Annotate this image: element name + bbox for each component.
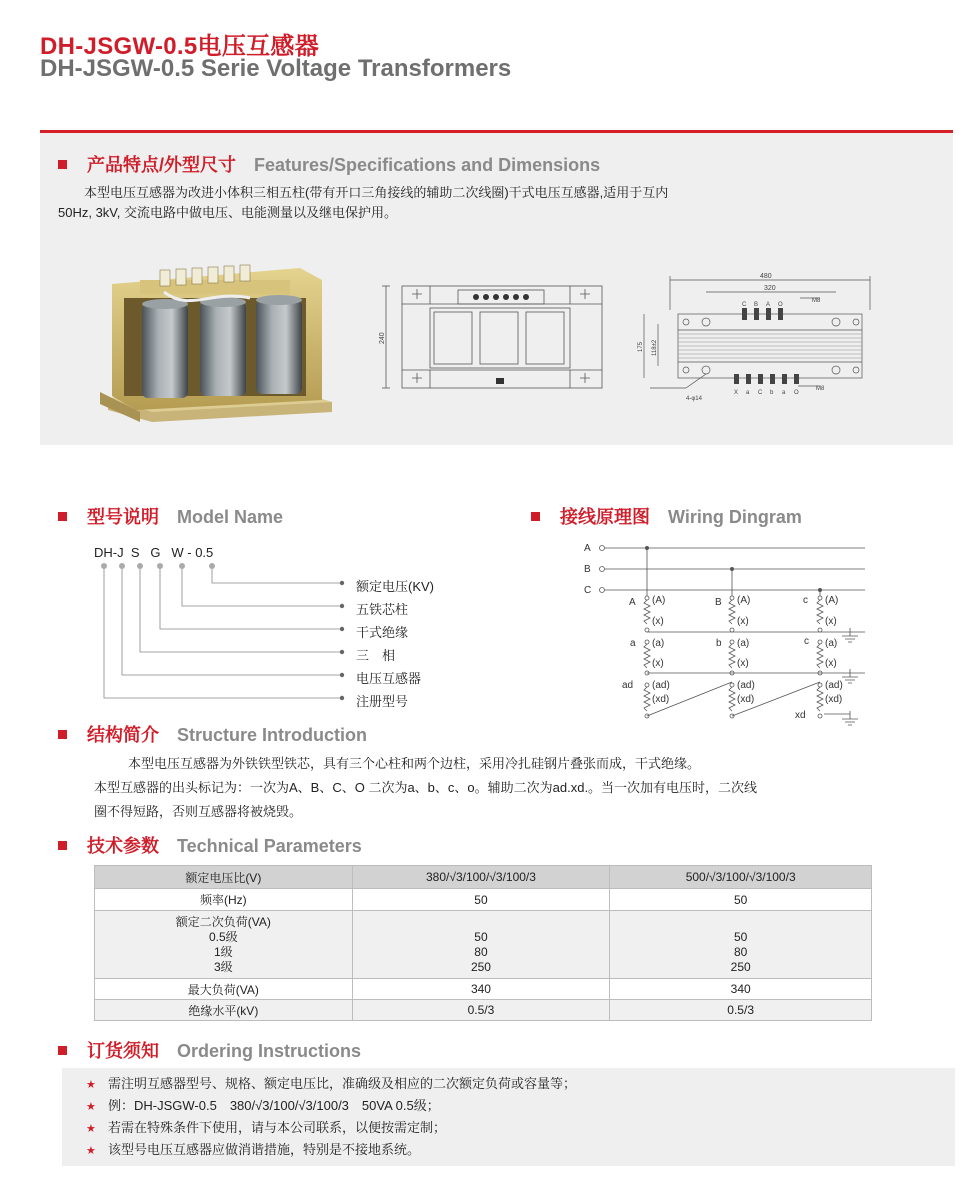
- structure-text: [94, 752, 894, 824]
- wiring-heading: 接线原理图 Wiring Dingram: [531, 503, 802, 529]
- wiring-label: ad: [622, 680, 634, 691]
- model-code-part: 0.5: [195, 545, 214, 560]
- bus-label: B: [584, 564, 591, 575]
- model-code-part: G: [150, 545, 161, 560]
- star-icon: ★: [86, 1123, 96, 1135]
- list-item: [86, 1117, 576, 1139]
- table-header-cell: 380/√3/100/√3/100/3: [352, 866, 610, 889]
- wiring-label: (xd): [825, 694, 843, 705]
- dim-480: 480: [760, 273, 772, 280]
- wiring-label: (xd): [652, 694, 670, 705]
- dim-118: 118±2: [652, 339, 658, 356]
- wiring-label: (ad): [825, 680, 843, 691]
- bullet-square-icon: [58, 160, 67, 169]
- bullet-square-icon: [531, 512, 540, 521]
- dim-175: 175: [638, 341, 644, 352]
- table-cell: 0.5/3: [352, 1000, 610, 1021]
- wiring-label: (x): [737, 658, 749, 669]
- wiring-label: (x): [825, 658, 837, 669]
- wiring-label: c: [803, 595, 808, 606]
- terminal-top-label: B: [754, 302, 759, 308]
- page-subtitle: DH-JSGW-0.5 Serie Voltage Transformers: [40, 55, 512, 82]
- bus-label: C: [584, 585, 592, 596]
- table-row: [95, 979, 872, 1000]
- table-cell: 50: [352, 889, 610, 911]
- terminal-bottom-label: X: [734, 390, 739, 396]
- list-item: [86, 1139, 576, 1161]
- wiring-label: (x): [652, 658, 664, 669]
- list-item: [86, 1095, 576, 1117]
- wiring-diagram: [580, 536, 880, 726]
- product-photo: [100, 262, 332, 424]
- coils: [142, 295, 302, 398]
- table-cell: 频率(Hz): [95, 889, 353, 911]
- star-icon: ★: [86, 1079, 96, 1091]
- wiring-label: (x): [737, 616, 749, 627]
- list-item-text: 需注明互感器型号、规格、额定电压比，准确级及相应的二次额定负荷或容量等；: [108, 1076, 577, 1091]
- list-item-text: 若需在特殊条件下使用，请与本公司联系，以便按需定制；: [108, 1120, 447, 1135]
- bullet-square-icon: [58, 1046, 67, 1055]
- model-code-part: DH-J: [94, 545, 124, 560]
- wiring-label: (ad): [652, 680, 670, 691]
- title-name: 电压互感器: [197, 33, 320, 60]
- wiring-label: B: [715, 597, 722, 608]
- wiring-label: (x): [825, 616, 837, 627]
- side-view-drawing: [630, 270, 880, 410]
- terminal-bottom-label: b: [770, 390, 774, 396]
- model-label-registered: 注册型号: [356, 694, 409, 709]
- wiring-label: (A): [737, 595, 751, 606]
- bullet-square-icon: [58, 730, 67, 739]
- table-cell: 50 80 250: [352, 911, 610, 979]
- model-code: [94, 545, 213, 560]
- list-item-text: 例：DH-JSGW-0.5 380/√3/100/√3/100/3 50VA 0.5级；: [108, 1098, 440, 1113]
- ordering-heading: 订货须知 Ordering Instructions: [58, 1037, 361, 1063]
- features-line-2: 50Hz, 3kV, 交流电路中做电压、电能测量以及继电保护用。: [58, 205, 398, 220]
- title-model: DH-JSGW-0.5: [40, 33, 198, 60]
- wiring-label: (ad): [737, 680, 755, 691]
- wiring-label: (a): [652, 638, 665, 649]
- wiring-label: A: [629, 597, 636, 608]
- model-label-insulation: 干式绝缘: [356, 625, 409, 640]
- model-heading: 型号说明 Model Name: [58, 503, 283, 529]
- wiring-label: (A): [825, 595, 839, 606]
- table-header-cell: 额定电压比(V): [95, 866, 353, 889]
- terminal-top-label: A: [766, 302, 771, 308]
- bolt-label: M8: [812, 298, 821, 304]
- wiring-label: (a): [737, 638, 750, 649]
- table-cell: 0.5/3: [610, 1000, 872, 1021]
- wiring-label: (A): [652, 595, 666, 606]
- ordering-list: [86, 1073, 576, 1161]
- terminal-bottom-label: a: [782, 390, 786, 396]
- structure-line-3: 圈不得短路，否则互感器将被烧毁。: [94, 804, 303, 819]
- wiring-label: xd: [795, 710, 806, 721]
- table-cell: 50: [610, 889, 872, 911]
- wiring-label: c: [804, 636, 809, 647]
- model-label-core: 五铁芯柱: [356, 602, 409, 617]
- bullet-square-icon: [58, 841, 67, 850]
- model-label-type: 电压互感器: [356, 671, 422, 686]
- table-cell: 绝缘水平(kV): [95, 1000, 353, 1021]
- front-view-drawing: [372, 282, 612, 398]
- list-item-text: 该型号电压互感器应做消谐措施，特别是不接地系统。: [108, 1142, 421, 1157]
- tech-heading: 技术参数 Technical Parameters: [58, 832, 362, 858]
- wiring-label: (xd): [737, 694, 755, 705]
- model-code-part: W: [171, 545, 184, 560]
- table-cell: 额定二次负荷(VA) 0.5级 1级 3级: [95, 911, 353, 979]
- wiring-label: (x): [652, 616, 664, 627]
- terminal-top-label: C: [742, 302, 747, 308]
- model-label-voltage: 额定电压(KV): [356, 579, 435, 594]
- table-cell: 最大负荷(VA): [95, 979, 353, 1000]
- table-row: [95, 1000, 872, 1021]
- table-header-row: [95, 866, 872, 889]
- table-row: [95, 889, 872, 911]
- terminal-bottom-label: C: [758, 390, 763, 396]
- bus-label: A: [584, 543, 591, 554]
- bullet-square-icon: [58, 512, 67, 521]
- features-heading: 产品特点/外型尺寸 Features/Specifications and Dimensions: [58, 151, 600, 177]
- tech-params-table: [94, 865, 872, 1021]
- terminal-bottom-label: O: [794, 390, 799, 396]
- table-row: [95, 911, 872, 979]
- terminal-top-label: O: [778, 302, 783, 308]
- list-item: [86, 1073, 576, 1095]
- model-tree-diagram: [94, 560, 364, 710]
- star-icon: ★: [86, 1101, 96, 1113]
- model-code-part: -: [187, 545, 192, 560]
- features-description: [58, 183, 938, 223]
- star-icon: ★: [86, 1145, 96, 1157]
- wiring-label: b: [716, 638, 722, 649]
- table-cell: 340: [352, 979, 610, 1000]
- table-cell: 340: [610, 979, 872, 1000]
- holes-label: 4-φ14: [686, 396, 702, 402]
- terminal-bottom-label: a: [746, 390, 750, 396]
- features-line-1: 本型电压互感器为改进小体积三相五柱(带有开口三角接线的辅助二次线圈)干式电压互感器,适用于互内: [84, 185, 669, 200]
- coil-groups: [644, 596, 823, 718]
- model-label-phase: 三 相: [356, 648, 396, 663]
- structure-heading: 结构简介 Structure Introduction: [58, 721, 367, 747]
- structure-line-2: 本型互感器的出头标记为：一次为A、B、C、O 二次为a、b、c、o。辅助二次为ad.xd.。当一次加有电压时，二次线: [94, 780, 758, 795]
- wiring-label: (a): [825, 638, 838, 649]
- wiring-label: a: [630, 638, 636, 649]
- bolt-label: M8: [816, 386, 825, 392]
- model-code-part: S: [130, 545, 140, 560]
- table-cell: 50 80 250: [610, 911, 872, 979]
- structure-line-1: 本型电压互感器为外铁铁型铁芯，具有三个心柱和两个边柱，采用冷扎硅钢片叠张而成，干式绝缘。: [128, 756, 701, 771]
- dim-320: 320: [764, 285, 776, 292]
- dim-240: 240: [379, 332, 386, 344]
- table-header-cell: 500/√3/100/√3/100/3: [610, 866, 872, 889]
